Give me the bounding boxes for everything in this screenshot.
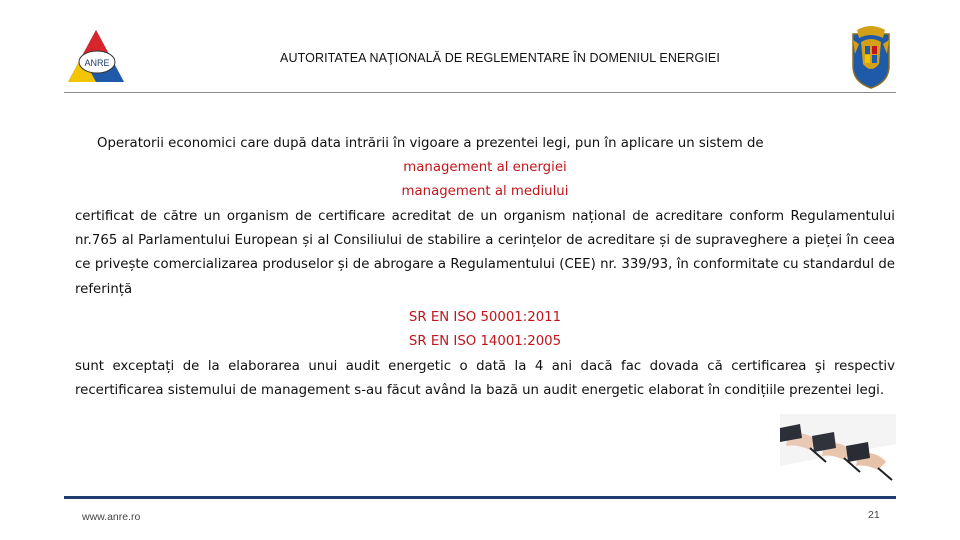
page-number: 21 [868, 509, 880, 521]
system-energy-management: management al energiei [403, 160, 567, 175]
organization-title: AUTORITATEA NAŢIONALĂ DE REGLEMENTARE ÎN DOMENIUL ENERGIEI [280, 51, 720, 65]
system-environment-management: management al mediului [401, 184, 569, 199]
romania-coat-of-arms-icon [847, 24, 895, 90]
header-divider [64, 92, 896, 93]
standard-iso-14001: SR EN ISO 14001:2005 [408, 334, 562, 349]
hands-writing-image [780, 414, 896, 488]
standard-iso-50001: SR EN ISO 50001:2011 [408, 310, 562, 325]
certification-paragraph: certificat de către un organism de certificare acreditat de un organism național de acreditare conform Regulamentului nr.765 al Parlamentului European și al Consiliului de stabilire a cerințelor de acreditare și de supraveghere a pieței în ceea ce privește comercializarea produselor și de abrogare a Regulamentului (CEE) nr. 339/93, în conformitate cu standardul de referință [75, 209, 895, 297]
anre-logo-icon [64, 26, 128, 86]
exception-paragraph: sunt exceptați de la elaborarea unui audit energetic o dată la 4 ani dacă fac dovada că certificarea şi respectiv recertificarea sistemului de management s-au făcut având la bază un audit energetic elaborat în condițiile prezentei legi. [75, 359, 895, 399]
intro-paragraph: Operatorii economici care după data intrării în vigoare a prezentei legi, pun în aplicare un sistem de [97, 136, 764, 151]
logo-text: ANRE [84, 58, 110, 68]
footer-divider [64, 496, 896, 499]
website-link[interactable]: www.anre.ro [82, 511, 141, 523]
